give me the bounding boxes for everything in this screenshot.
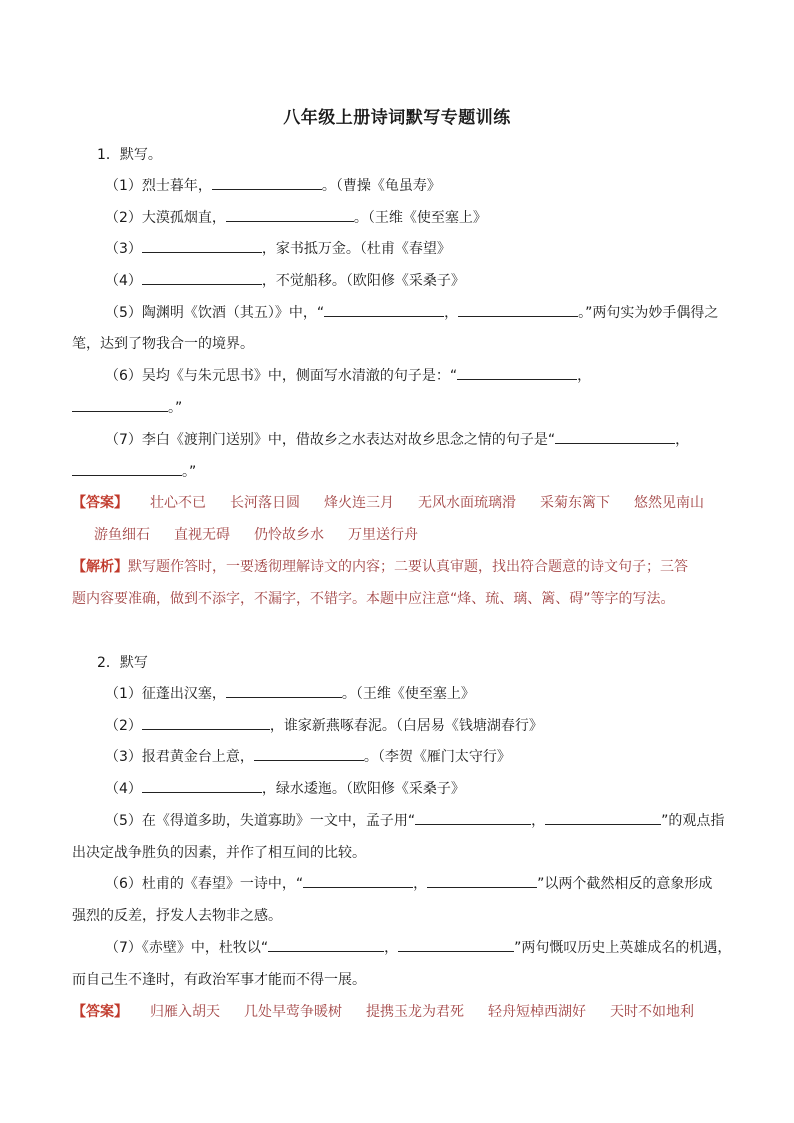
- q1-item-5-sep: ，: [444, 305, 459, 321]
- q2-item-7: [105, 938, 731, 958]
- q1-item-7-sep: ，: [675, 432, 690, 448]
- answer-item: 归雁入胡天: [150, 1004, 220, 1020]
- answer-blank[interactable]: [142, 239, 262, 253]
- answer-item: 几处早莺争暖树: [244, 1004, 342, 1020]
- q1-item-5: [105, 303, 718, 323]
- answer-item: 无风水面琉璃滑: [418, 495, 516, 511]
- answer-item: 长河落日圆: [230, 495, 300, 511]
- q1-item-3-prefix: （3）: [105, 241, 142, 257]
- answer-item: 万里送行舟: [348, 527, 418, 543]
- q2-item-7-cont: 而自己生不逢时，有政治军事才能而不得一展。: [72, 972, 366, 988]
- q2-item-2-suffix: ，谁家新燕啄春泥。（白居易《钱塘湖春行》: [269, 718, 543, 734]
- answer-label: 【答案】: [72, 1004, 128, 1020]
- answer-item: 轻舟短棹西湖好: [488, 1004, 586, 1020]
- answer-blank[interactable]: [142, 716, 270, 730]
- page-title: 八年级上册诗词默写专题训练: [283, 108, 511, 128]
- answer-blank[interactable]: [212, 176, 322, 190]
- q1-item-7-cont: [72, 462, 196, 482]
- q1-answer-row-2: [94, 525, 442, 545]
- q2-answer-row-1: [72, 1002, 718, 1022]
- q2-item-4-suffix: ，绿水逶迤。（欧阳修《采桑子》: [261, 781, 465, 797]
- q2-item-4: [105, 779, 465, 799]
- answer-blank[interactable]: [303, 874, 413, 888]
- answer-blank[interactable]: [226, 208, 354, 222]
- q2-item-5-suffix: ”的观点指: [661, 813, 725, 829]
- answer-item: 提携玉龙为君死: [366, 1004, 464, 1020]
- q2-item-4-prefix: （4）: [105, 781, 142, 797]
- q2-item-5: [105, 811, 724, 831]
- answer-blank[interactable]: [427, 874, 537, 888]
- answer-blank[interactable]: [398, 938, 514, 952]
- answer-blank[interactable]: [545, 811, 661, 825]
- q2-item-7-sep: ，: [384, 940, 399, 956]
- q1-item-5-cont: 笔，达到了物我合一的境界。: [72, 336, 254, 352]
- answer-blank[interactable]: [415, 811, 531, 825]
- q2-item-1-prefix: （1）征蓬出汉塞，: [105, 686, 226, 702]
- q2-item-5-cont: 出决定战争胜负的因素，并作了相互间的比较。: [72, 845, 366, 861]
- answer-label: 【答案】: [72, 495, 128, 511]
- q2-item-2: [105, 716, 543, 736]
- q1-analysis-cont: [72, 589, 675, 609]
- answer-item: 天时不如地利: [610, 1004, 694, 1020]
- q1-heading: 1．默写。: [97, 147, 162, 163]
- answer-item: 烽火连三月: [324, 495, 394, 511]
- q1-item-4-prefix: （4）: [105, 273, 142, 289]
- answer-blank[interactable]: [324, 303, 444, 317]
- q2-item-7-prefix: （7）《赤壁》中，杜牧以“: [105, 940, 269, 956]
- q1-analysis: [72, 557, 688, 577]
- q2-item-7-suffix: ”两句慨叹历史上英雄成名的机遇，: [514, 940, 732, 956]
- answer-blank[interactable]: [226, 684, 342, 698]
- q1-item-2-suffix: 。（王维《使至塞上》: [353, 210, 487, 226]
- q1-item-3-suffix: ，家书抵万金。（杜甫《春望》: [261, 241, 451, 257]
- q2-item-6-cont: 强烈的反差，抒发人去物非之感。: [72, 908, 282, 924]
- answer-item: 仍怜故乡水: [254, 527, 324, 543]
- analysis-text: 默写题作答时，一要透彻理解诗文的内容；二要认真审题，找出符合题意的诗文句子；三答: [128, 559, 688, 575]
- q2-heading: 2．默写: [97, 655, 148, 671]
- q1-item-2-prefix: （2）大漠孤烟直，: [105, 210, 226, 226]
- q1-answer-row-1: [72, 493, 728, 513]
- q2-item-1-suffix: 。（王维《使至塞上》: [341, 686, 475, 702]
- q2-item-6-suffix: ”以两个截然相反的意象形成: [537, 876, 713, 892]
- q1-item-7-prefix: （7）李白《渡荆门送别》中，借故乡之水表达对故乡思念之情的句子是“: [105, 432, 556, 448]
- answer-blank[interactable]: [555, 430, 675, 444]
- q1-item-1: [105, 176, 441, 196]
- answer-blank[interactable]: [268, 938, 384, 952]
- q2-item-5-sep: ，: [531, 813, 546, 829]
- q1-item-1-prefix: （1）烈士暮年，: [105, 178, 212, 194]
- q1-item-7-suffix: 。”: [182, 464, 197, 480]
- q1-item-7: [105, 430, 689, 450]
- q2-item-2-prefix: （2）: [105, 718, 142, 734]
- answer-item: 壮心不已: [150, 495, 206, 511]
- q2-item-6-sep: ，: [413, 876, 428, 892]
- analysis-text: 题内容要准确，做到不添字，不漏字，不错字。本题中应注意“烽、琉、璃、篱、碍”等字的写法。: [72, 591, 675, 607]
- q1-item-1-suffix: 。（曹操《龟虽寿》: [321, 178, 441, 194]
- q2-item-3-prefix: （3）报君黄金台上意，: [105, 749, 254, 765]
- answer-blank[interactable]: [142, 779, 262, 793]
- q1-item-4-suffix: ，不觉船移。（欧阳修《采桑子》: [261, 273, 465, 289]
- q2-item-1: [105, 684, 475, 704]
- answer-blank[interactable]: [458, 303, 578, 317]
- q1-item-6: [105, 366, 591, 386]
- analysis-label: 【解析】: [72, 559, 128, 575]
- q2-item-6: [105, 874, 712, 894]
- answer-item: 游鱼细石: [94, 527, 150, 543]
- q2-item-3: [105, 747, 511, 767]
- answer-blank[interactable]: [254, 747, 364, 761]
- q1-item-6-cont: [72, 398, 182, 418]
- q2-item-5-prefix: （5）在《得道多助，失道寡助》一文中，孟子用“: [105, 813, 416, 829]
- answer-blank[interactable]: [72, 462, 182, 476]
- q2-item-6-prefix: （6）杜甫的《春望》一诗中，“: [105, 876, 304, 892]
- answer-blank[interactable]: [457, 366, 577, 380]
- q1-item-6-sep: ，: [577, 368, 592, 384]
- answer-item: 采菊东篱下: [540, 495, 610, 511]
- q1-item-6-prefix: （6）吴均《与朱元思书》中，侧面写水清澈的句子是：“: [105, 368, 458, 384]
- answer-blank[interactable]: [72, 398, 168, 412]
- q1-item-2: [105, 208, 487, 228]
- q1-item-3: [105, 239, 451, 259]
- q2-item-3-suffix: 。（李贺《雁门太守行》: [363, 749, 511, 765]
- answer-blank[interactable]: [142, 271, 262, 285]
- q1-item-6-suffix: 。”: [168, 400, 183, 416]
- q1-item-5-prefix: （5）陶渊明《饮酒（其五）》中，“: [105, 305, 325, 321]
- q1-item-4: [105, 271, 465, 291]
- answer-item: 直视无碍: [174, 527, 230, 543]
- answer-item: 悠然见南山: [634, 495, 704, 511]
- q1-item-5-suffix: 。”两句实为妙手偶得之: [578, 305, 719, 321]
